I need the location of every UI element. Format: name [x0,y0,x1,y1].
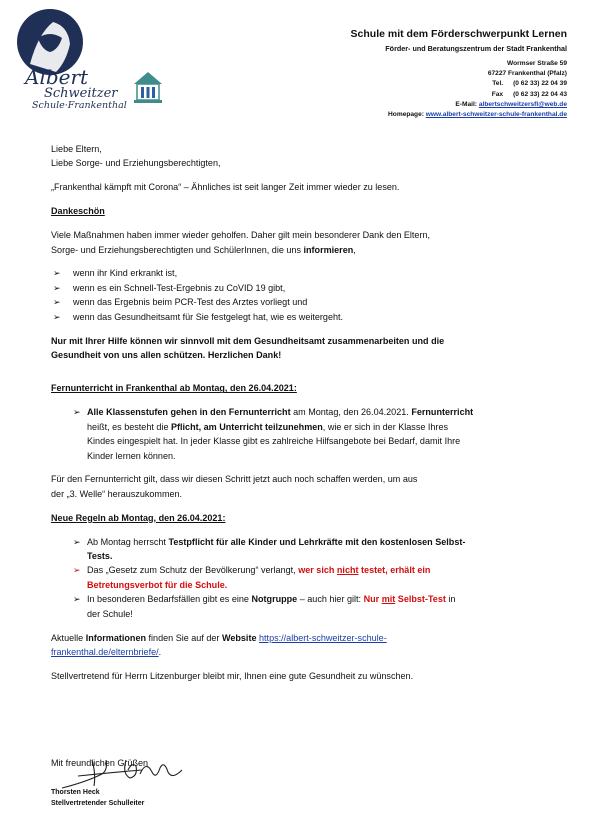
website-link-cont[interactable]: frankenthal.de/elternbriefe/ [51,646,159,657]
tel-label: Tel. [492,80,504,88]
remote-heading: Fernunterricht in Frankenthal ab Montag, den 26.04.2021: [51,383,297,394]
homepage-label: Homepage: [388,111,424,119]
info-paragraph: Aktuelle Informationen finden Sie auf der Website https://albert-schweitzer-schule- frankenthal.de/elternbriefe/. [51,632,387,657]
tel-number: (0 62 33) 22 04 39 [513,80,567,88]
school-header [351,28,567,58]
thanks-paragraph-2: Nur mit Ihrer Hilfe können wir sinnvoll mit dem Gesundheitsamt zusammenarbeiten und die Gesundheit von uns allen schützen. Herzlichen Dank! [51,335,445,360]
signer-name: Thorsten Heck [51,789,100,796]
intro-paragraph: „Frankenthal kämpft mit Corona“ – Ähnliches ist seit langer Zeit immer wieder zu lesen. [51,182,400,193]
arrowhead-icon: ➢ [73,565,81,576]
signature-block [51,758,311,818]
arrowhead-icon: ➢ [73,594,81,605]
list-item: ➢ Ab Montag herrscht Testpflicht für alle Kinder und Lehrkräfte mit den kostenlosen Selbst- Tests. [73,536,466,562]
arrowhead-icon: ➢ [73,536,81,547]
list-item: ➢ wenn ihr Kind erkrankt ist, [51,266,566,280]
logo-line3: Schule·Frankenthal [32,100,127,111]
arrowhead-icon: ➢ [73,407,81,418]
school-name: Schule mit dem Förderschwerpunkt Lernen [350,28,567,40]
fax-row [388,90,567,100]
school-subtitle: Förder- und Beratungszentrum der Stadt Frankenthal [385,44,567,53]
street: Wormser Straße 59 [507,60,567,67]
list-item: ➢ wenn das Gesundheitsamt für Sie festgelegt hat, wie es weitergeht. [51,310,566,324]
salutation-2: Liebe Sorge- und Erziehungsberechtigten, [51,158,221,169]
arrowhead-icon: ➢ [53,268,61,279]
signer-title: Stellvertretender Schulleiter [51,799,145,807]
letter-body [51,142,566,683]
list-item: ➢ Das „Gesetz zum Schutz der Bevölkerung“ verlangt, wer sich nicht testet, erhält ein Betretungsverbot für die Schule. [73,565,431,590]
remote-bullet-list [51,405,566,463]
arrowhead-icon: ➢ [53,311,61,322]
email-row [388,100,567,110]
list-item: ➢ wenn das Ergebnis beim PCR-Test des Arztes vorliegt und [51,295,566,309]
rules-heading: Neue Regeln ab Montag, den 26.04.2021: [51,512,226,523]
closing-paragraph: Stellvertretend für Herrn Litzenburger bleibt mir, Ihnen eine gute Gesundheit zu wünschen. [51,670,414,681]
city: 67227 Frankenthal (Pfalz) [487,70,567,78]
list-item: ➢ wenn es ein Schnell-Test-Ergebnis zu CoVID 19 gibt, [51,281,566,295]
arrowhead-icon: ➢ [53,282,61,293]
arrowhead-icon: ➢ [53,297,61,308]
greeting: Mit freundlichen Grüßen [51,758,149,768]
logo-line2: Schweitzer [44,86,118,101]
thanks-bullet-list [51,266,566,324]
thanks-heading: Dankeschön [51,206,105,217]
email-label: E-Mail: [455,100,477,108]
homepage-link[interactable]: www.albert-schweitzer-schule-frankenthal.de [425,111,567,119]
logo-line1: Albert [25,65,89,89]
rules-bullet-list [51,535,566,621]
temple-icon [134,72,162,103]
salutation-1: Liebe Eltern, [51,144,102,154]
fax-number: (0 62 33) 22 04 43 [513,90,567,98]
homepage-row [388,110,567,120]
thanks-paragraph-1: Viele Maßnahmen haben immer wieder geholfen. Daher gilt mein besonderer Dank den Eltern, Sorge- und Erziehungsberechtigten und SchülerInnen, die uns informieren, [51,230,431,255]
school-logo [8,4,168,112]
list-item: ➢ Alle Klassenstufen gehen in den Fernunterricht am Montag, den 26.04.2021. Fernunterricht heißt, es besteht die Pflicht, am Unterricht teilzunehmen, wie er sich in der Klasse Ihres Kindes eingespielt hat. In jeder Klasse gibt es zahlreiche Hilfsangebote bei Bedarf, damit Ihre Kinder lernen können. [73,407,474,461]
list-item: ➢ In besonderen Bedarfsfällen gibt es eine Notgruppe – auch hier gilt: Nur mit Selbst-Test in der Schule! [73,594,456,619]
phone-row [388,79,567,89]
remote-paragraph: Für den Fernunterricht gilt, dass wir diesen Schritt jetzt auch noch schaffen werden, um aus der „3. Welle“ herauszukommen. [51,474,418,499]
email-link[interactable]: albertschweitzersfl@web.de [478,100,567,108]
fax-label: Fax [491,90,504,98]
contact-block [388,59,567,120]
signer-block [51,788,144,809]
website-link[interactable]: https://albert-schweitzer-schule- [259,632,387,643]
